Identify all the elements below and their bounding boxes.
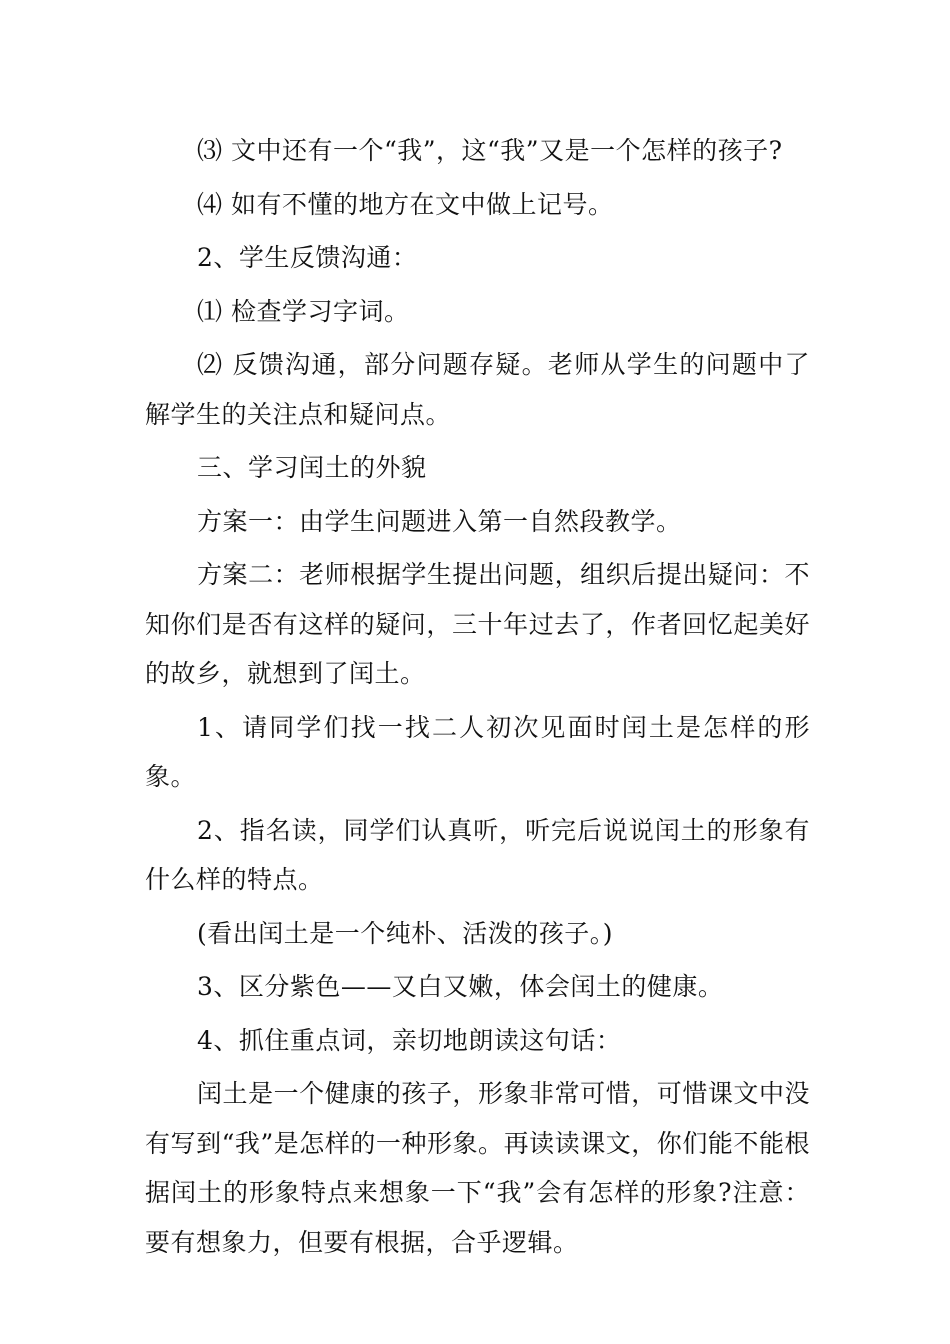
paragraph-feedback: ⑵ 反馈沟通，部分问题存疑。老师从学生的问题中了解学生的关注点和疑问点。	[145, 350, 810, 429]
paragraph-activity-2: 2、指名读，同学们认真听，听完后说说闰土的形象有什么样的特点。	[145, 815, 810, 894]
paragraph-activity-4: 4、抓住重点词，亲切地朗读这句话：	[197, 1025, 622, 1055]
document-body	[145, 126, 810, 1271]
paragraph-plan-one: 方案一：由学生问题进入第一自然段教学。	[197, 506, 682, 536]
paragraph-note: (看出闰土是一个纯朴、活泼的孩子。)	[197, 918, 614, 948]
paragraph-plan-two: 方案二：老师根据学生提出问题，组织后提出疑问：不知你们是否有这样的疑问，三十年过去了，作者回忆起美好的故乡，就想到了闰土。	[145, 560, 810, 688]
paragraph-discussion: 闰土是一个健康的孩子，形象非常可惜，可惜课文中没有写到“我”是怎样的一种形象。再读读课文，你们能不能根据闰土的形象特点来想象一下“我”会有怎样的形象?注意：要有想象力，但要有根据，合乎逻辑。	[145, 1079, 810, 1257]
paragraph-step-2-heading: 2、学生反馈沟通：	[197, 243, 418, 272]
paragraph-check-words: ⑴ 检查学习字词。	[197, 296, 410, 326]
paragraph-activity-1: 1、请同学们找一找二人初次见面时闰土是怎样的形象。	[145, 712, 810, 791]
paragraph-question-4: ⑷ 如有不懂的地方在文中做上记号。	[197, 189, 614, 219]
paragraph-question-3: ⑶ 文中还有一个“我”，这“我”又是一个怎样的孩子?	[197, 136, 783, 165]
paragraph-activity-3: 3、区分紫色——又白又嫩，体会闰土的健康。	[197, 972, 724, 1001]
section-heading-appearance: 三、学习闰土的外貌	[197, 453, 427, 482]
